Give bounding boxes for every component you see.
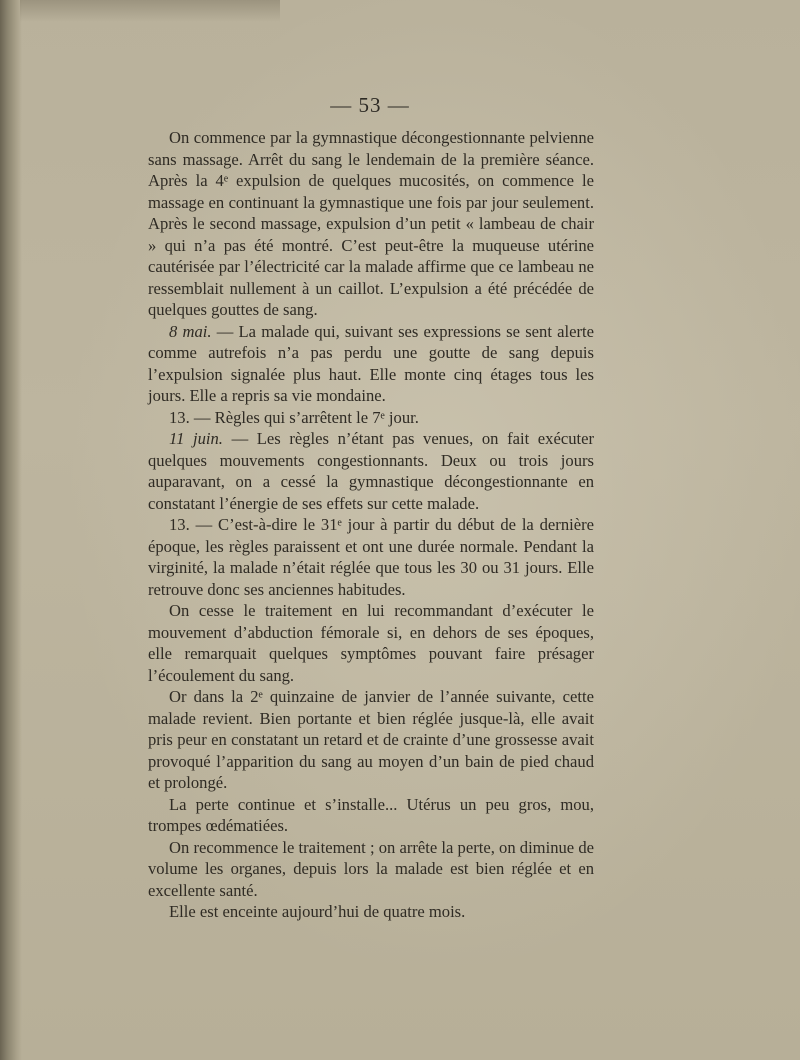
paragraph-text: Elle est enceinte aujourd’hui de quatre mois. — [169, 902, 466, 921]
paragraph-text: 13. — C’est-à-dire le 31ᵉ jour à partir du début de la dernière époque, les règles paraissent et ont une durée normale. Pendant la virginité, la malade n’était réglée que tous les 30 ou 31 jours. Elle retrouve donc ses anciennes habitudes. — [148, 515, 594, 599]
paragraph-3 — [148, 407, 594, 429]
paragraph-text: La perte continue et s’installe... Utérus un peu gros, mou, trompes œdématiées. — [148, 794, 594, 835]
paragraph-8 — [148, 794, 594, 837]
paragraph-4 — [148, 428, 594, 514]
book-binding-edge — [0, 0, 22, 1060]
paragraph-text: Or dans la 2ᵉ quinzaine de janvier de l’année suivante, cette malade revient. Bien portante et bien réglée jusque-là, elle avait pris peur en constatant un retard et de crainte d’une grossesse avait provoqué l’apparition du sang au moyen d’un bain de pied chaud et prolongé. — [148, 687, 594, 792]
paragraph-text: 13. — Règles qui s’arrêtent le 7ᵉ jour. — [169, 407, 419, 427]
paragraph-text: On commence par la gymnastique décongestionnante pelvienne sans massage. Arrêt du sang le lendemain de la première séance. Après la 4ᵉ expulsion de quelques mucosités, on commence le massage en continuant la gymnastique une fois par jour seulement. Après le second massage, expulsion d’un petit « lambeau de chair » qui n’a pas été montré. C’est peut-être la muqueuse utérine cautérisée par l’électricité car la malade affirme que ce lambeau ne ressemblait nullement à un caillot. L’expulsion a été précédée de quelques gouttes de sang. — [148, 128, 594, 319]
paragraph-text: — Les règles n’étant pas venues, on fait exécuter quelques mouvements congestionnants. Deux ou trois jours auparavant, on a cessé la gymnastique décongestionnante en constatant l’énergie de ses effets sur cette malade. — [148, 429, 594, 513]
date-lead: 11 juin. — [169, 429, 223, 448]
paragraph-1 — [148, 127, 594, 321]
paragraph-text: On cesse le traitement en lui recommandant d’exécuter le mouvement d’abduction fémorale si, en dehors de ses époques, elle remarquait quelques symptômes pouvant faire présager l’écoulement du sang. — [148, 601, 594, 685]
paragraph-text: On recommence le traitement ; on arrête la perte, on diminue de volume les organes, depuis lors la malade est bien réglée et en excellente santé. — [148, 837, 594, 900]
paragraph-text: — La malade qui, suivant ses expressions se sent alerte comme autrefois n’a pas perdu une goutte de sang depuis l’expulsion signalée plus haut. Elle monte cinq étages tous les jours. Elle a repris sa vie mondaine. — [148, 321, 594, 405]
paragraph-7 — [148, 686, 594, 794]
body-text — [148, 127, 594, 923]
paragraph-9 — [148, 837, 594, 902]
page-number: — 53 — — [330, 93, 410, 117]
date-lead: 8 mai. — [169, 321, 212, 341]
paper-stain — [20, 0, 280, 22]
paragraph-10 — [148, 901, 594, 923]
paragraph-5 — [148, 514, 594, 600]
paragraph-6 — [148, 600, 594, 686]
paragraph-2 — [148, 321, 594, 407]
